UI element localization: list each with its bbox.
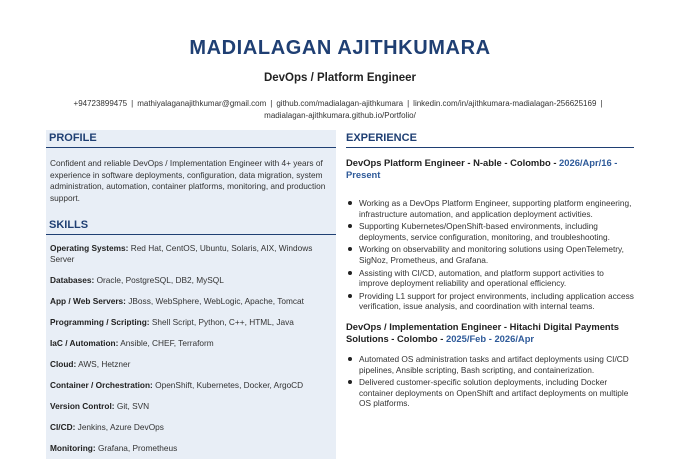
profile-text: Confident and reliable DevOps / Implementation Engineer with 4+ years of experience in software deployments, configuration, data migration, system administration, automation, container platforms, monitoring, and production support. [50,158,326,203]
list-item [346,221,634,242]
skill-label: App / Web Servers: [50,295,126,306]
job-heading [346,321,634,345]
skill-item [50,338,332,349]
bullet-text: Providing L1 support for project environments, including application access verification, issue analysis, and coordination with internal teams. [359,290,634,312]
job-dates: 2026/Apr/16 - Present [346,157,618,180]
list-item [346,268,634,289]
separator: | [131,99,134,108]
skill-label: Operating Systems: [50,243,129,253]
skill-label: IaC / Automation: [50,337,119,348]
skills-heading: SKILLS [46,217,336,235]
bullet-icon [348,294,352,298]
skill-label: Databases: [50,274,95,285]
bullet-icon [348,380,352,384]
right-column [346,130,634,459]
skill-item [50,401,332,412]
portfolio-link[interactable]: madialagan-ajithkumara.github.io/Portfolio/ [264,110,416,120]
bullet-icon [348,247,352,251]
job-bullets [346,198,634,312]
bullet-text: Working as a DevOps Platform Engineer, supporting platform engineering, infrastructure automation, and application deployment activities. [359,198,632,219]
skill-value: Ansible, CHEF, Terraform [120,337,214,348]
skill-item [50,422,332,433]
skill-label: Programming / Scripting: [50,316,150,327]
list-item [346,291,634,312]
bullet-text: Working on observability and monitoring solutions using OpenTelemetry, SigNoz, Prometheus, and Grafana. [359,244,624,265]
job-title-heading: DevOps / Platform Engineer [263,72,417,84]
email-link[interactable]: mathiyalaganajithkumar@gmail.com [137,99,267,108]
skill-item [50,243,332,264]
experience-heading: EXPERIENCE [346,130,634,148]
job-heading [346,157,634,181]
contact-info [40,98,640,121]
phone-number: +94723899475 [73,99,128,108]
github-link[interactable]: github.com/madialagan-ajithkumara [276,99,404,108]
skill-value: Git, SVN [116,400,150,411]
skill-value: OpenShift, Kubernetes, Docker, ArgoCD [155,379,304,390]
skill-value: Oracle, PostgreSQL, DB2, MySQL [96,274,224,285]
skill-value: AWS, Hetzner [78,358,131,369]
skill-label: Monitoring: [50,442,96,453]
list-item [346,354,634,375]
list-item [346,244,634,265]
bullet-text: Automated OS administration tasks and artifact deployments using CI/CD pipelines, Ansible scripting, Bash scripting, and containerization. [359,353,629,375]
skill-value: Red Hat, CentOS, Ubuntu, Solaris, AIX, Windows Server [50,243,313,264]
skill-value: Jenkins, Azure DevOps [77,421,164,432]
skill-label: CI/CD: [50,421,76,432]
list-item [346,377,634,409]
bullet-icon [348,357,352,361]
linkedin-link[interactable]: linkedin.com/in/ajithkumara-madialagan-256625169 [413,99,597,108]
skill-item [50,296,332,307]
skill-value: Shell Script, Python, C++, HTML, Java [151,316,294,327]
separator: | [407,99,410,108]
bullet-icon [348,271,352,275]
bullet-text: Delivered customer-specific solution deployments, including Docker container deployments on OpenShift and artifact deployments on multiple OS platforms. [359,377,629,409]
bullet-icon [348,224,352,228]
job-bullets [346,354,634,409]
job-dates: 2025/Feb - 2026/Apr [446,332,535,344]
skill-item [50,443,332,454]
job-role: DevOps Platform Engineer - N-able - Colombo - [346,157,560,168]
skill-item [50,359,332,370]
skill-item [50,317,332,328]
list-item [346,198,634,219]
job-role: DevOps / Implementation Engineer - Hitachi Digital Payments Solutions - Colombo - [346,320,619,344]
separator: | [270,99,273,108]
left-column [46,130,336,459]
skills-list [46,235,336,453]
skill-item [50,275,332,286]
skill-value: JBoss, WebSphere, WebLogic, Apache, Tomcat [128,295,304,306]
skill-label: Version Control: [50,400,115,411]
candidate-name: MADIALAGAN AJITHKUMARA [189,37,491,59]
skill-label: Container / Orchestration: [50,379,153,390]
bullet-icon [348,201,352,205]
skill-value: Grafana, Prometheus [97,442,178,453]
bullet-text: Assisting with CI/CD, automation, and platform support activities to improve deployment reliability and operational efficiency. [359,267,604,289]
profile-heading: PROFILE [46,130,336,148]
skill-item [50,380,332,391]
bullet-text: Supporting Kubernetes/OpenShift-based environments, including deployments, service configuration, monitoring, and troubleshooting. [359,221,610,242]
skill-label: Cloud: [50,358,77,369]
separator: | [600,99,603,108]
